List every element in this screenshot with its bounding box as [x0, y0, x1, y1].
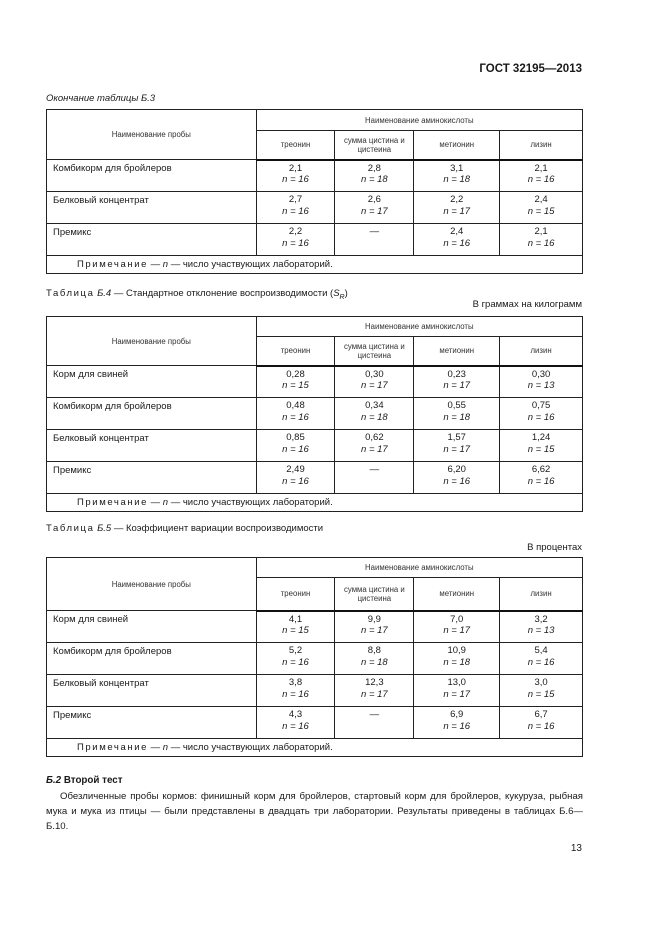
cell: 2,4 n = 16 [414, 224, 500, 256]
table-row [47, 462, 583, 494]
row-name: Комбикорм для бройлеров [47, 160, 257, 192]
table-b5 [46, 557, 583, 757]
row-name: Белковый концентрат [47, 192, 257, 224]
col-header-cystine: сумма цистина и цистеина [335, 578, 414, 611]
table-b3-caption [46, 93, 155, 104]
cell: 0,28 n = 15 [256, 366, 335, 398]
col-header-group: Наименование аминокислоты [256, 110, 582, 131]
cell: 5,4 n = 16 [500, 643, 583, 675]
col-header-cystine: сумма цистина и цистеина [335, 131, 414, 160]
cell: 2,2 n = 17 [414, 192, 500, 224]
row-name: Премикс [47, 224, 257, 256]
table-b4-caption: Таблица Б.4 — Стандартное отклонение воспроизводимости $(S_R)$ [46, 288, 348, 301]
row-name: Корм для свиней [47, 366, 257, 398]
cell: 0,55 n = 18 [414, 398, 500, 430]
cell: 0,85 n = 16 [256, 430, 335, 462]
cell: 1,57 n = 17 [414, 430, 500, 462]
note-row [47, 494, 583, 512]
row-name: Белковый концентрат [47, 675, 257, 707]
cell: 3,0 n = 15 [500, 675, 583, 707]
cell: 13,0 n = 17 [414, 675, 500, 707]
table-row [47, 430, 583, 462]
row-name: Комбикорм для бройлеров [47, 398, 257, 430]
cell: 4,1 n = 15 [256, 611, 335, 643]
cell: 3,8 n = 16 [256, 675, 335, 707]
col-header-sample: Наименование пробы [47, 317, 257, 366]
cell: — [335, 224, 414, 256]
col-header-methionine: метионин [414, 578, 500, 611]
cell: 8,8 n = 18 [335, 643, 414, 675]
cell: 2,1 n = 16 [500, 224, 583, 256]
cell: 4,3 n = 16 [256, 707, 335, 739]
table-row [47, 160, 583, 192]
cell: 0,75 n = 16 [500, 398, 583, 430]
row-name: Белковый концентрат [47, 430, 257, 462]
table-note: Примечание — n — число участвующих лабораторий. [47, 256, 583, 274]
page-number: 13 [570, 843, 582, 854]
col-header-sample: Наименование пробы [47, 110, 257, 160]
col-header-lysine: лизин [500, 337, 583, 366]
cell: — [335, 462, 414, 494]
table-row [47, 398, 583, 430]
cell: 1,24 n = 15 [500, 430, 583, 462]
table-b5-units: В процентах [527, 542, 582, 553]
caption-text: Окончание таблицы Б.3 [46, 93, 156, 104]
cell: 0,34 n = 18 [335, 398, 414, 430]
cell: 6,7 n = 16 [500, 707, 583, 739]
col-header-threonine: треонин [256, 337, 335, 366]
cell: 12,3 n = 17 [335, 675, 414, 707]
row-name: Премикс [47, 462, 257, 494]
note-row [47, 739, 583, 757]
cell: 3,2 n = 13 [500, 611, 583, 643]
col-header-threonine: треонин [256, 131, 335, 160]
cell: 0,30 n = 17 [335, 366, 414, 398]
table-row [47, 224, 583, 256]
table-row [47, 675, 583, 707]
document-code: ГОСТ 32195—2013 [479, 63, 582, 75]
row-name: Корм для свиней [47, 611, 257, 643]
table-row [47, 366, 583, 398]
table-row [47, 643, 583, 675]
table-row [47, 192, 583, 224]
cell: 5,2 n = 16 [256, 643, 335, 675]
cell: 0,48 n = 16 [256, 398, 335, 430]
table-b4-units: В граммах на килограмм [472, 299, 582, 310]
cell: 0,30 n = 13 [500, 366, 583, 398]
note-row [47, 256, 583, 274]
cell: 2,1 n = 16 [256, 160, 335, 192]
cell: 3,1 n = 18 [414, 160, 500, 192]
cell: 2,49 n = 16 [256, 462, 335, 494]
table-b4 [46, 316, 583, 512]
cell: 6,62 n = 16 [500, 462, 583, 494]
row-name: Премикс [47, 707, 257, 739]
cell: 2,6 n = 17 [335, 192, 414, 224]
col-header-lysine: лизин [500, 131, 583, 160]
table-row [47, 611, 583, 643]
cell: 6,9 n = 16 [414, 707, 500, 739]
col-header-group: Наименование аминокислоты [256, 317, 582, 337]
cell: 2,2 n = 16 [256, 224, 335, 256]
cell: — [335, 707, 414, 739]
col-header-methionine: метионин [414, 337, 500, 366]
col-header-lysine: лизин [500, 578, 583, 611]
cell: 2,8 n = 18 [335, 160, 414, 192]
section-heading: Б.2 Второй тест [46, 775, 123, 786]
col-header-group: Наименование аминокислоты [256, 558, 582, 578]
cell: 7,0 n = 17 [414, 611, 500, 643]
col-header-sample: Наименование пробы [47, 558, 257, 611]
row-name: Комбикорм для бройлеров [47, 643, 257, 675]
cell: 9,9 n = 17 [335, 611, 414, 643]
cell: 2,4 n = 15 [500, 192, 583, 224]
cell: 10,9 n = 18 [414, 643, 500, 675]
cell: 0,62 n = 17 [335, 430, 414, 462]
table-note: Примечание — n — число участвующих лабораторий. [47, 739, 583, 757]
col-header-methionine: метионин [414, 131, 500, 160]
col-header-cystine: сумма цистина и цистеина [335, 337, 414, 366]
table-b5-caption: Таблица Б.5 — Коэффициент вариации воспроизводимости [46, 523, 324, 534]
cell: 2,1 n = 16 [500, 160, 583, 192]
section-paragraph: Обезличенные пробы кормов: финишный корм для бройлеров, стартовый корм для бройлеров, кукуруза, рыбная мука и мука из птицы — были представлены в двадцать три лаборатории. Результаты приведены в таблицах Б.6—Б.10. [46, 791, 583, 832]
table-b3-end [46, 109, 583, 274]
cell: 2,7 n = 16 [256, 192, 335, 224]
col-header-threonine: треонин [256, 578, 335, 611]
cell: 0,23 n = 17 [414, 366, 500, 398]
table-note: Примечание — n — число участвующих лабораторий. [47, 494, 583, 512]
table-row [47, 707, 583, 739]
cell: 6,20 n = 16 [414, 462, 500, 494]
